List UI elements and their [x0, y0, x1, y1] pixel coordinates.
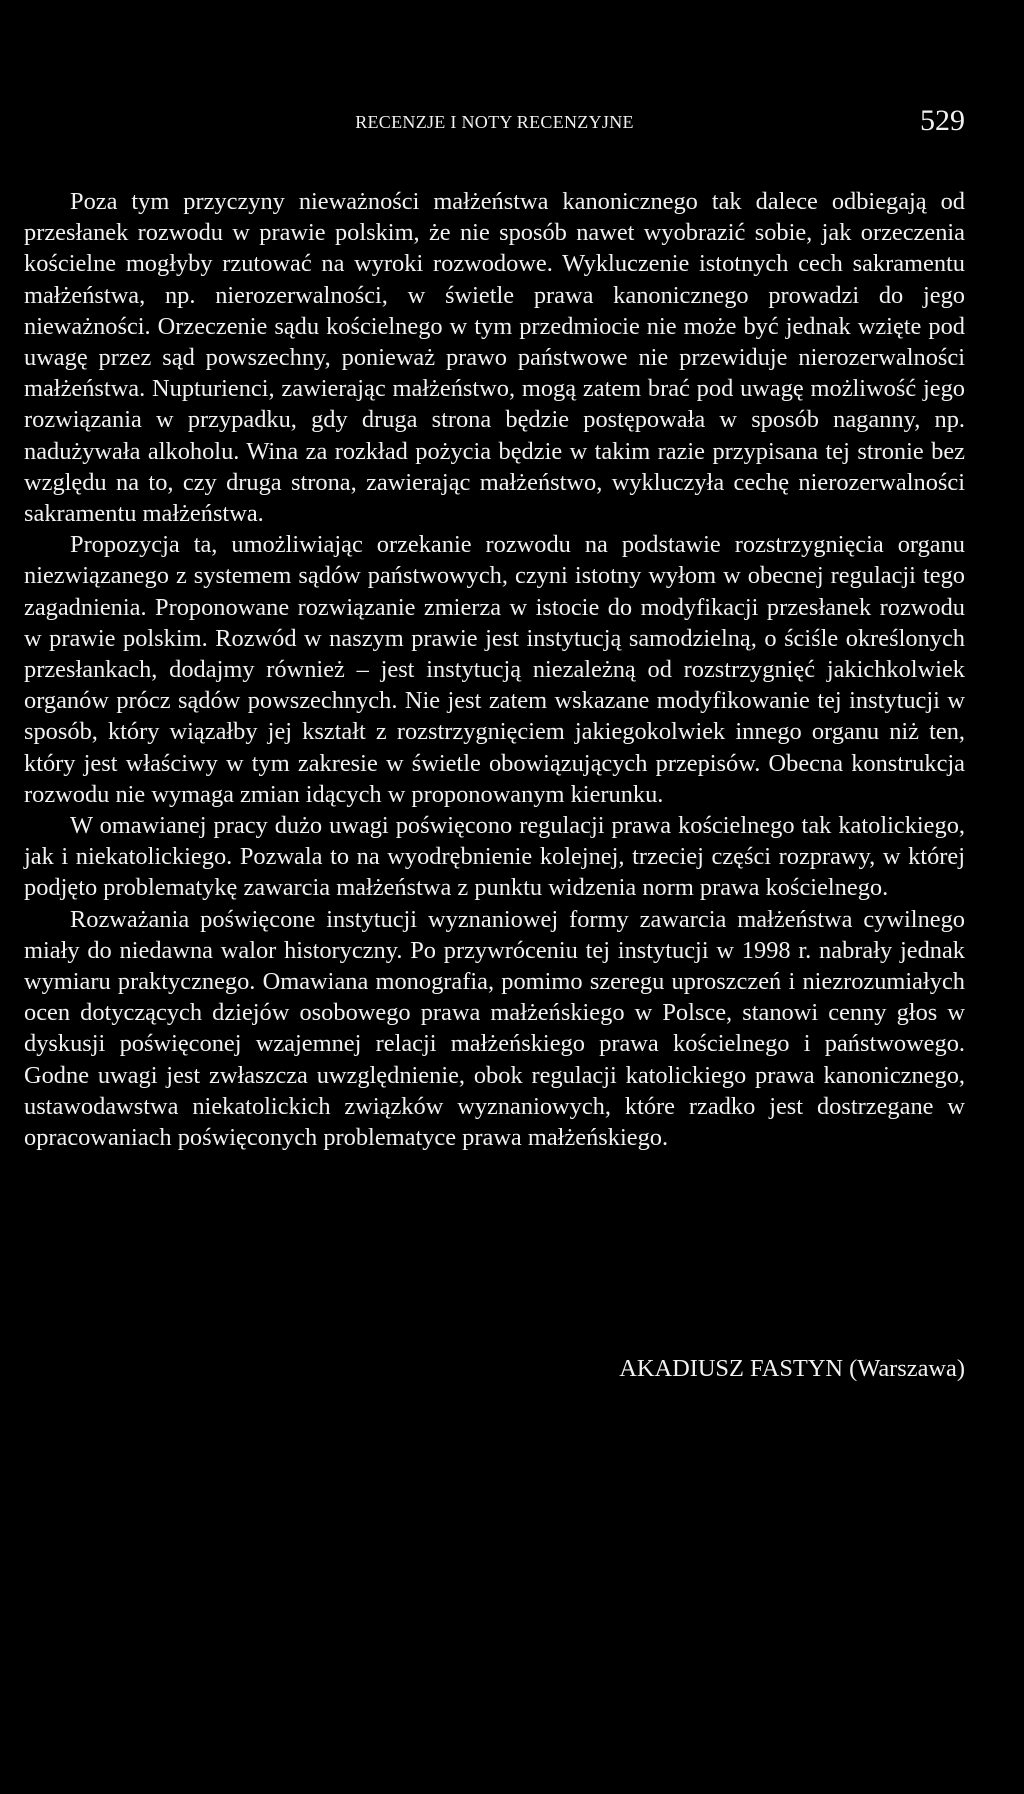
- paragraph-4: Rozważania poświęcone instytucji wyznaniowej formy zawarcia małżeństwa cywilnego miały do niedawna walor historyczny. Po przywróceniu tej instytucji w 1998 r. nabrały jednak wymiaru praktycznego. Omawiana monografia, pomimo szeregu uproszczeń i niezrozumiałych ocen dotyczących dziejów osobowego prawa małżeńskiego w Polsce, stanowi cenny głos w dyskusji poświęconej wzajemnej relacji małżeńskiego prawa kościelnego i państwowego. Godne uwagi jest zwłaszcza uwzględnienie, obok regulacji katolickiego prawa kanonicznego, ustawodawstwa niekatolickich związków wyznaniowych, które rzadko jest dostrzegane w opracowaniach poświęconych problematyce prawa małżeńskiego.: [24, 905, 965, 1152]
- body-text: [24, 186, 965, 1153]
- page-number: 529: [920, 104, 965, 137]
- running-title: RECENZJE I NOTY RECENZYJNE: [355, 112, 634, 132]
- running-header: [24, 104, 965, 138]
- paragraph-2: Propozycja ta, umożliwiając orzekanie rozwodu na podstawie rozstrzygnięcia organu niezwiązanego z systemem sądów państwowych, czyni istotny wyłom w obecnej regulacji tego zagadnienia. Proponowane rozwiązanie zmierza w istocie do modyfikacji przesłanek rozwodu w prawie polskim. Rozwód w naszym prawie jest instytucją samodzielną, o ściśle określonych przesłankach, dodajmy również – jest instytucją niezależną od rozstrzygnięć jakichkolwiek organów prócz sądów powszechnych. Nie jest zatem wskazane modyfikowanie tej instytucji w sposób, który wiązałby jej kształt z rozstrzygnięciem jakiegokolwiek innego organu niż ten, który jest właściwy w tym zakresie w świetle obowiązujących przepisów. Obecna konstrukcja rozwodu nie wymaga zmian idących w proponowanym kierunku.: [24, 531, 965, 808]
- paragraph-1: Poza tym przyczyny nieważności małżeństwa kanonicznego tak dalece odbiegają od przesłanek rozwodu w prawie polskim, że nie sposób nawet wyobrazić sobie, jak orzeczenia kościelne mogłyby rzutować na wyroki rozwodowe. Wykluczenie istotnych cech sakramentu małżeństwa, np. nierozerwalności, w świetle prawa kanonicznego prowadzi do jego nieważności. Orzeczenie sądu kościelnego w tym przedmiocie nie może być jednak wzięte pod uwagę przez sąd powszechny, ponieważ prawo państwowe nie przewiduje nierozerwalności małżeństwa. Nupturienci, zawierając małżeństwo, mogą zatem brać pod uwagę możliwość jego rozwiązania w przypadku, gdy druga strona będzie postępowała w sposób naganny, np. nadużywała alkoholu. Wina za rozkład pożycia będzie w takim razie przypisana tej stronie bez względu na to, czy druga strona, zawierając małżeństwo, wykluczyła cechę nierozerwalności sakramentu małżeństwa.: [24, 188, 965, 528]
- author-signature: AKADIUSZ FASTYN (Warszawa): [619, 1355, 965, 1382]
- paragraph-3: W omawianej pracy dużo uwagi poświęcono regulacji prawa kościelnego tak katolickiego, jak i niekatolickiego. Pozwala to na wyodrębnienie kolejnej, trzeciej części rozprawy, w której podjęto problematykę zawarcia małżeństwa z punktu widzenia norm prawa kościelnego.: [24, 812, 965, 902]
